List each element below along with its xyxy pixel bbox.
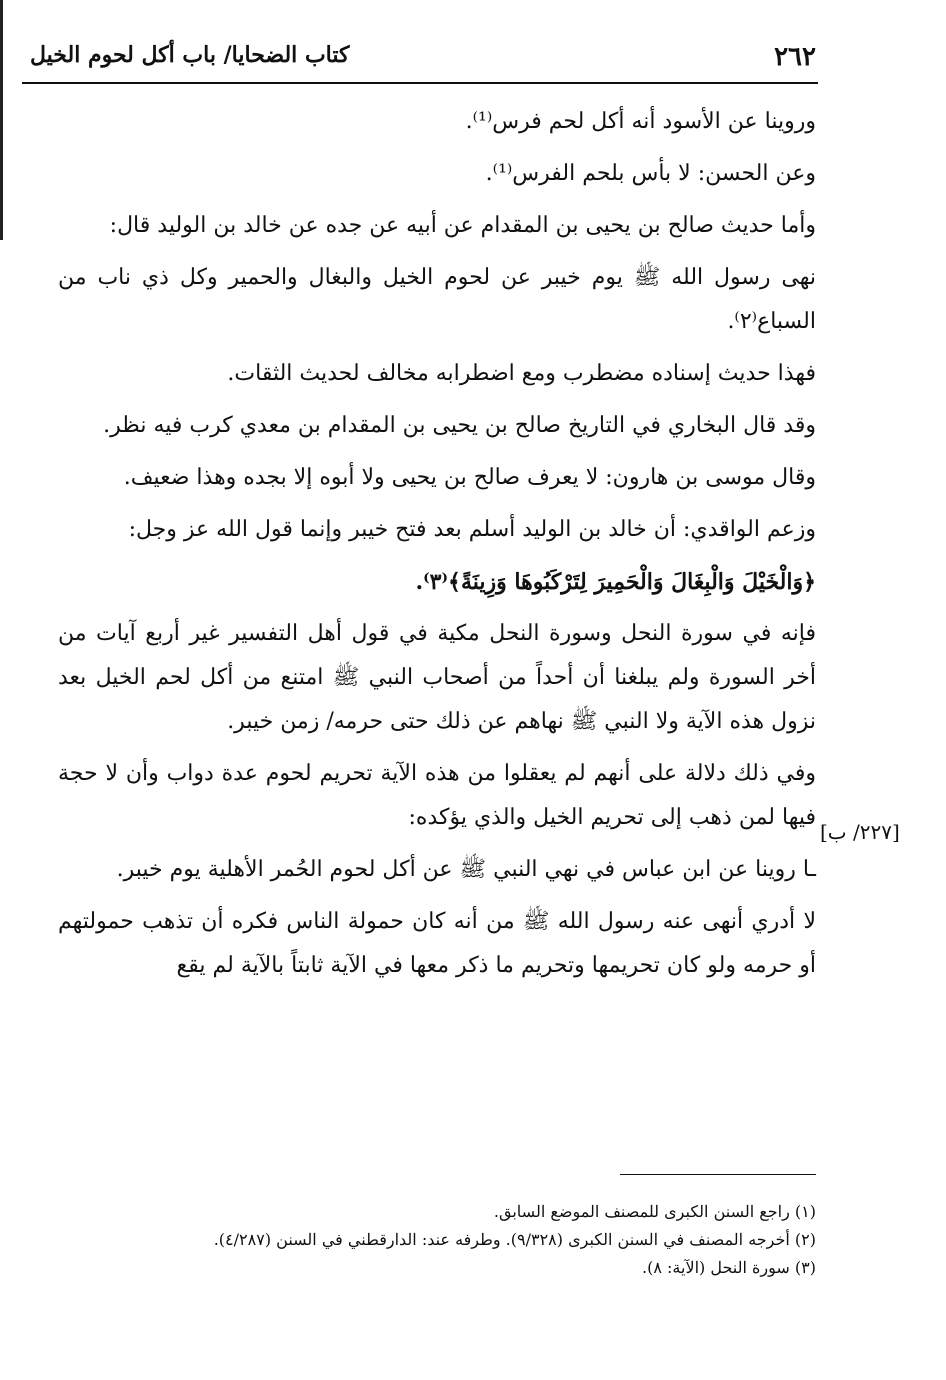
paragraph: وروينا عن الأسود أنه أكل لحم فرس⁽¹⁾. (465, 109, 816, 134)
footnotes (58, 1198, 816, 1282)
paragraph: وزعم الواقدي: أن خالد بن الوليد أسلم بعد فتح خيبر وإنما قول الله عز وجل: (128, 517, 816, 542)
page-number: ٢٦٢ (774, 42, 816, 72)
header-rule (22, 82, 818, 84)
footnote: (٢) أخرجه المصنف في السنن الكبرى (٩/٣٢٨). وطرفه عند: الدارقطني في السنن (٤/٢٨٧). (213, 1230, 816, 1249)
footnote-rule (620, 1174, 816, 1175)
quran-verse: ﴿وَالْخَيْلَ وَالْبِغَالَ وَالْحَمِيرَ لِتَرْكَبُوهَا وَزِينَةً﴾⁽٣⁾. (415, 569, 816, 595)
paragraph: وعن الحسن: لا بأس بلحم الفرس⁽¹⁾. (485, 161, 816, 186)
paragraph: ـا روينا عن ابن عباس في نهي النبي ﷺ عن أكل لحوم الحُمر الأهلية يوم خيبر. (116, 857, 816, 882)
manuscript-folio-marker: [٢٢٧/ ب] (820, 820, 900, 844)
paragraph: فهذا حديث إسناده مضطرب ومع اضطرابه مخالف لحديث الثقات. (227, 361, 816, 386)
main-text (58, 100, 816, 988)
paragraph: نهى رسول الله ﷺ يوم خيبر عن لحوم الخيل والبغال والحمير وكل ذي ناب من السباع⁽٢⁾. (58, 265, 816, 334)
running-title: كتاب الضحايا/ باب أكل لحوم الخيل (30, 42, 350, 68)
paragraph: لا أدري أنهى عنه رسول الله ﷺ من أنه كان حمولة الناس فكره أن تذهب حمولتهم أو حرمه ولو كان تحريمها وتحريم ما ذكر معها في الآية ثابتاً بالآية لم يقع (58, 909, 816, 978)
paragraph: وقد قال البخاري في التاريخ صالح بن يحيى بن المقدام بن معدي كرب فيه نظر. (103, 413, 816, 438)
paragraph: وقال موسى بن هارون: لا يعرف صالح بن يحيى ولا أبوه إلا بجده وهذا ضعيف. (123, 465, 816, 490)
paragraph: وفي ذلك دلالة على أنهم لم يعقلوا من هذه الآية تحريم لحوم عدة دواب وأن لا حجة فيها لمن ذهب إلى تحريم الخيل والذي يؤكده: (58, 761, 816, 830)
scan-edge (0, 0, 3, 240)
paragraph: وأما حديث صالح بن يحيى بن المقدام عن أبيه عن جده عن خالد بن الوليد قال: (109, 213, 816, 238)
footnote: (٣) سورة النحل (الآية: ٨). (642, 1258, 816, 1277)
footnote: (١) راجع السنن الكبرى للمصنف الموضع السابق. (493, 1202, 816, 1221)
paragraph: فإنه في سورة النحل وسورة النحل مكية في قول أهل التفسير غير أربع آيات من أخر السورة ولم يبلغنا أن أحداً من أصحاب النبي ﷺ امتنع من أكل لحم الخيل بعد نزول هذه الآية ولا النبي ﷺ نهاهم عن ذلك حتى حرمه/ زمن خيبر. (58, 621, 816, 734)
page-header (30, 38, 816, 78)
